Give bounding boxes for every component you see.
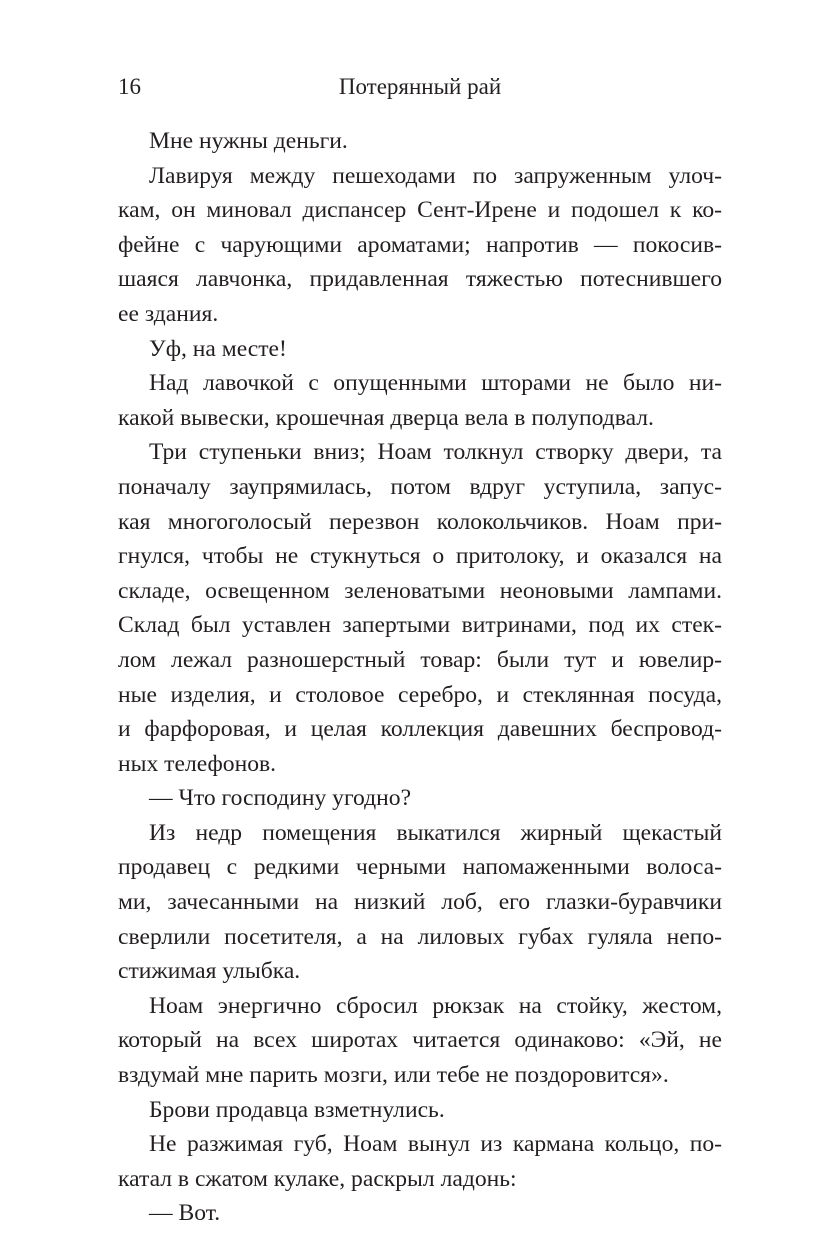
text-line: Лавируя между пешеходами по запруженным улоч- <box>149 162 722 189</box>
text-line: складе, освещенном зеленоватыми неоновыми лампами. <box>118 577 722 604</box>
text-line: Уф, на месте! <box>149 335 287 362</box>
text-line: Ноам энергично сбросил рюкзак на стойку, жестом, <box>149 992 722 1019</box>
running-head <box>118 70 722 104</box>
text-line: — Вот. <box>149 1200 221 1227</box>
text-line: сверлили посетителя, а на лиловых губах гуляла непо- <box>118 923 722 950</box>
text-line: кая многоголосый перезвон колокольчиков. Ноам при- <box>118 508 722 535</box>
text-line: какой вывески, крошечная дверца вела в полуподвал. <box>118 404 654 431</box>
text-line: кам, он миновал диспансер Сент-Ирене и подошел к ко- <box>118 197 722 224</box>
text-line: ных телефонов. <box>118 750 277 777</box>
page-number: 16 <box>118 74 141 99</box>
text-line: и фарфоровая, и целая коллекция давешних беспровод- <box>118 716 722 743</box>
text-line: Брови продавца взметнулись. <box>149 1096 445 1123</box>
text-line: Склад был уставлен запертыми витринами, под их стек- <box>118 612 722 639</box>
text-line: шаяся лавчонка, придавленная тяжестью потеснившего <box>118 266 722 293</box>
running-title: Потерянный рай <box>338 74 502 99</box>
text-line: ные изделия, и столовое серебро, и стеклянная посуда, <box>118 681 722 708</box>
text-line: Три ступеньки вниз; Ноам толкнул створку двери, та <box>149 439 722 466</box>
text-line: поначалу заупрямилась, потом вдруг уступила, запус- <box>118 473 722 500</box>
text-line: стижимая улыбка. <box>118 958 301 985</box>
text-line: Не разжимая губ, Ноам вынул из кармана кольцо, по- <box>149 1131 722 1158</box>
text-line: катал в сжатом кулаке, раскрыл ладонь: <box>118 1165 517 1192</box>
text-line: фейне с чарующими ароматами; напротив — покосив- <box>118 231 722 258</box>
body-text <box>118 124 722 1231</box>
text-line: Из недр помещения выкатился жирный щекастый <box>149 819 722 846</box>
text-line: продавец с редкими черными напомаженными волоса- <box>118 854 722 881</box>
text-line: гнулся, чтобы не стукнуться о притолоку, и оказался на <box>118 543 722 570</box>
text-line: Мне нужны деньги. <box>149 128 348 154</box>
text-line: лом лежал разношерстный товар: были тут и ювелир- <box>118 646 722 673</box>
text-line: Над лавочкой с опущенными шторами не было ни- <box>149 370 722 397</box>
text-line: ми, зачесанными на низкий лоб, его глазки-буравчики <box>118 889 722 916</box>
text-line: — Что господину угодно? <box>149 785 412 812</box>
text-line: ее здания. <box>118 300 219 327</box>
text-line: вздумай мне парить мозги, или тебе не поздоровится». <box>118 1062 669 1089</box>
text-line: который на всех широтах читается одинаково: «Эй, не <box>118 1027 722 1054</box>
